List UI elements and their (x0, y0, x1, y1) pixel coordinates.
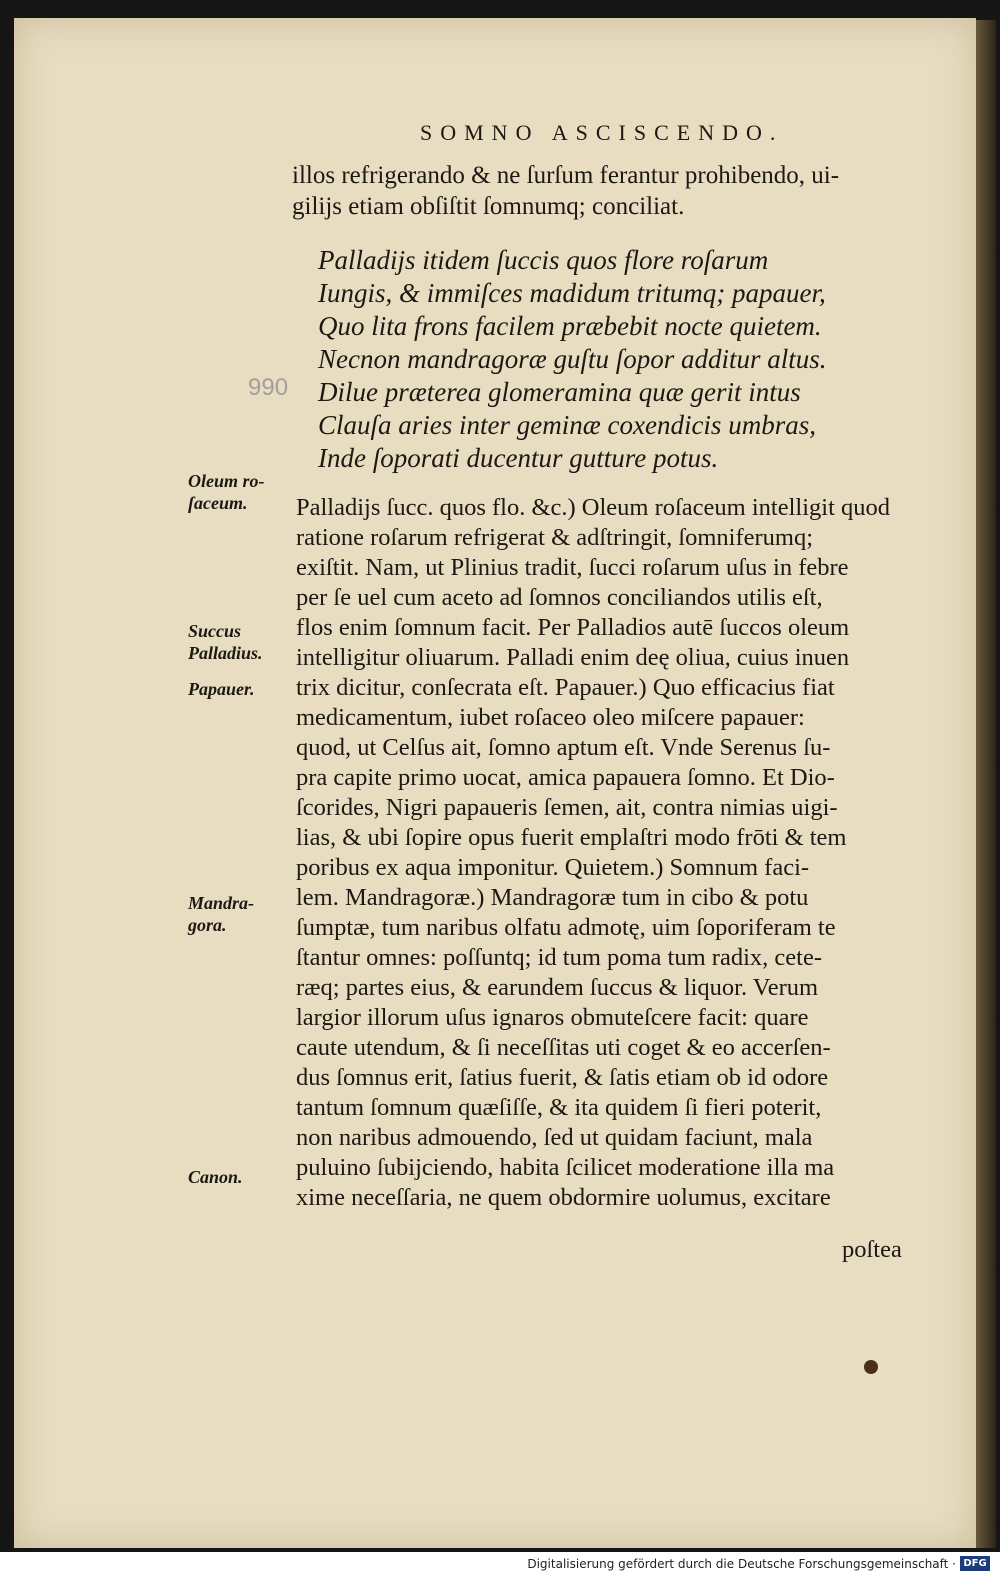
marginal-note-mandragora (188, 892, 288, 936)
marginal-line: ſaceum. (188, 493, 248, 513)
marginal-line: Oleum ro- (188, 471, 265, 491)
marginal-line: Mandra- (188, 893, 255, 913)
verse-line: Iungis, & immiſces madidum tritumq; papauer, (318, 278, 826, 308)
marginal-note-papauer (188, 678, 288, 700)
marginal-note-oleum (188, 470, 288, 514)
marginal-line: Canon. (188, 1167, 243, 1187)
running-head: SOMNO ASCISCENDO. (420, 120, 784, 145)
commentary-line: dus ſomnus erit, ſatius fuerit, & ſatis etiam ob id odore (296, 1064, 829, 1091)
verse-line-number: 990 (248, 374, 289, 401)
commentary-line: lias, & ubi ſopire opus fuerit emplaſtri modo frōti & tem (296, 824, 847, 851)
commentary-line: ſtantur omnes: poſſuntq; id tum poma tum radix, cete- (296, 944, 822, 971)
commentary-line: Palladijs ſucc. quos flo. &c.) Oleum roſaceum intelligit quod (296, 494, 891, 521)
page-edge (976, 20, 996, 1548)
marginal-line: Palladius. (188, 643, 263, 663)
verse-line: Quo lita frons facilem præbebit nocte quietem. (318, 311, 822, 341)
marginal-note-succus (188, 620, 288, 664)
commentary-line: ratione roſarum refrigerat & adſtringit, ſomniferumq; (296, 524, 814, 551)
commentary-line: pra capite primo uocat, amica papauera ſomno. Et Dio- (296, 764, 835, 791)
commentary-line: trix dicitur, conſecrata eſt. Papauer.) Quo efficacius fiat (296, 674, 835, 701)
dfg-logo: DFG (960, 1556, 990, 1571)
intro-line: illos refrigerando & ne ſurſum ferantur prohibendo, ui- (292, 162, 840, 189)
digitization-footer (0, 1552, 1000, 1577)
verse-line: Necnon mandragoræ guſtu ſopor additur altus. (318, 344, 827, 374)
ink-spot (864, 1360, 878, 1374)
verse-block (318, 244, 938, 475)
commentary-line: poribus ex aqua imponitur. Quietem.) Somnum faci- (296, 854, 810, 881)
marginal-line: Succus (188, 621, 242, 641)
commentary-line: ræq; partes eius, & earundem ſuccus & liquor. Verum (296, 974, 819, 1001)
commentary-line: tantum ſomnum quæſiſſe, & ita quidem ſi fieri poterit, (296, 1094, 822, 1121)
commentary-line: flos enim ſomnum facit. Per Palladios autē ſuccos oleum (296, 614, 850, 641)
intro-line: giliјs etiam obſiſtit ſomnumq; conciliat. (292, 193, 685, 220)
commentary-line: ſumptæ, tum naribus olfatu admotę, uim ſoporiferam te (296, 914, 836, 941)
footer-credit: Digitalisierung gefördert durch die Deutsche Forschungsgemeinschaft · (527, 1557, 956, 1571)
intro-text (292, 160, 942, 222)
verse-line: Inde ſoporati ducentur gutture potus. (318, 443, 719, 473)
commentary-block (296, 493, 938, 1213)
commentary-line: caute utendum, & ſi neceſſitas uti coget & eo accerſen- (296, 1034, 831, 1061)
verse-line: Clauſa aries inter geminæ coxendicis umbras, (318, 410, 816, 440)
commentary-line: medicamentum, iubet roſaceo oleo miſcere papauer: (296, 704, 805, 731)
commentary-line: puluino ſubijciendo, habita ſcilicet moderatione illa ma (296, 1154, 835, 1181)
commentary-line: per ſe uel cum aceto ad ſomnos conciliandos utilis eſt, (296, 584, 823, 611)
commentary-line: intelligitur oliuarum. Palladi enim deę oliua, cuius inuen (296, 644, 850, 671)
marginal-line: Papauer. (188, 679, 255, 699)
commentary-line: ſcorides, Nigri papaueris ſemen, ait, contra nimias uigi- (296, 794, 838, 821)
marginal-line: gora. (188, 915, 227, 935)
commentary-line: quod, ut Celſus ait, ſomno aptum eſt. Vnde Serenus ſu- (296, 734, 831, 761)
commentary-line: lem. Mandragoræ.) Mandragoræ tum in cibo & potu (296, 884, 809, 911)
commentary-line: largior illorum uſus ignaros obmuteſcere facit: quare (296, 1004, 809, 1031)
commentary-line: exiſtit. Nam, ut Plinius tradit, ſucci roſarum uſus in febre (296, 554, 849, 581)
commentary-line: xime neceſſaria, ne quem obdormire uolumus, excitare (296, 1184, 831, 1211)
verse-line: Dilue præterea glomeramina quæ gerit intus (318, 377, 801, 407)
marginal-note-canon (188, 1166, 288, 1188)
catchword: poſtea (842, 1236, 902, 1263)
verse-line: Palladijs itidem ſuccis quos flore roſarum (318, 245, 769, 275)
commentary-line: non naribus admouendo, ſed ut quidam faciunt, mala (296, 1124, 813, 1151)
